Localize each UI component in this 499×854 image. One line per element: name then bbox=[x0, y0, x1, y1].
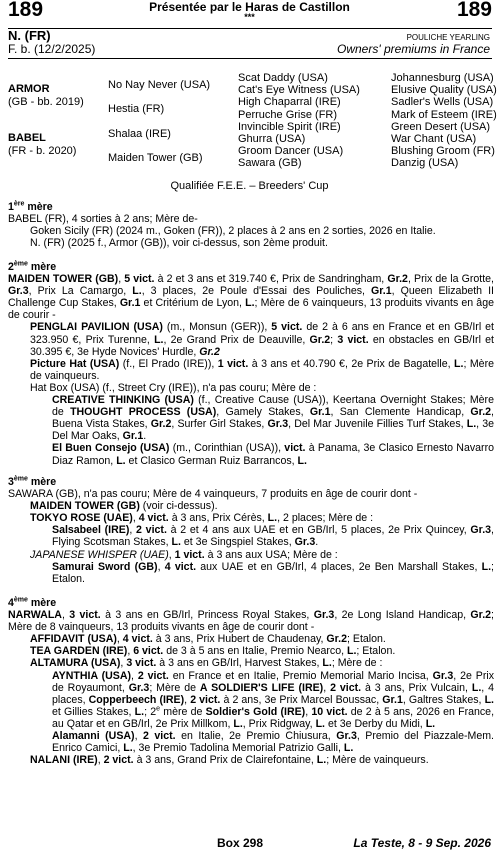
gen4-2: Elusive Quality (USA) bbox=[391, 84, 497, 96]
dam2-creative: CREATIVE THINKING (USA) (f., Creative Cause (USA)), Keertana Overnight Stakes; Mère de THOUGHT PROCESS (USA), Gamely Stakes, Gr.1, San Clemente Handicap, Gr.2, Buena Vista Stakes, Gr.2, Surfer Girl Stakes, Gr.3, Del Mar Juvenile Fillies Turf Stakes, L., 3e Del Mar Oaks, Gr.1. bbox=[52, 394, 495, 443]
gen3-3: High Chaparral (IRE) bbox=[238, 96, 341, 108]
dam1-line-1: BABEL (FR), 4 sorties à 2 ans; Mère de- bbox=[8, 213, 198, 226]
lot-number-left: 189 bbox=[8, 0, 44, 21]
gen3-4: Perruche Grise (FR) bbox=[238, 109, 338, 121]
dam2-section bbox=[8, 261, 494, 467]
dam-info: (FR - b. 2020) bbox=[8, 145, 77, 157]
gen4-5: Green Desert (USA) bbox=[391, 121, 491, 133]
dam3-heading: 3ème mère bbox=[8, 475, 57, 488]
horse-name: N. (FR) bbox=[8, 28, 51, 43]
dam3-japanese: JAPANESE WHISPER (UAE), 1 vict. à 3 ans aux USA; Mère de : bbox=[30, 548, 338, 561]
dam3-section bbox=[8, 476, 494, 585]
gen4-1: Johannesburg (USA) bbox=[391, 72, 494, 84]
dam1-heading: 1ère mère bbox=[8, 200, 53, 213]
gen3-8: Sawara (GB) bbox=[238, 157, 302, 169]
box-number: Box 298 bbox=[217, 836, 264, 850]
lot-number-right: 189 bbox=[456, 0, 492, 21]
dam2-heading: 2ème mère bbox=[8, 260, 57, 273]
gen4-8: Danzig (USA) bbox=[391, 157, 459, 169]
dam3-tokyo: TOKYO ROSE (UAE), 4 vict. à 3 ans, Prix Cérès, L., 2 places; Mère de : bbox=[30, 512, 374, 525]
dam3-intro: SAWARA (GB), n'a pas couru; Mère de 4 vainqueurs, 7 produits en âge de courir dont - bbox=[8, 488, 418, 501]
dam2-penglai: PENGLAI PAVILION (USA) (m., Monsun (GER)), 5 vict. de 2 à 6 ans en France et en GB/Irl et 323.950 €, Prix Turenne, L., 2e Grand Prix de Deauville, Gr.2; 3 vict. en obstacles en GB/Irl et 30.395 €, 3e Hyde Novices' Hurdle, Gr.2 bbox=[30, 321, 494, 358]
dam4-section bbox=[8, 597, 494, 766]
gen4-3: Sadler's Wells (USA) bbox=[391, 96, 494, 108]
dam4-alamanni: Alamanni (USA), 2 vict. en Italie, 2e Premio Chiusura, Gr.3, Premio del Piazzale-Mem. Enrico Camici, L., 3e Premio Tadolina Memorial Patrizio Galli, L. bbox=[52, 730, 494, 755]
dam2-picture-hat: Picture Hat (USA) (f., El Prado (IRE)), 1 vict. à 3 ans et 40.790 €, 2e Prix de Bagatelle, L.; Mère de vainqueurs. bbox=[30, 357, 494, 382]
gen2-2: Hestia (FR) bbox=[108, 103, 165, 115]
gen3-5: Invincible Spirit (IRE) bbox=[238, 121, 341, 133]
dam2-hat-box: Hat Box (USA) (f., Street Cry (IRE)), n'a pas couru; Mère de : bbox=[30, 381, 317, 394]
horse-category: POULICHE YEARLING bbox=[406, 33, 490, 42]
header-stars: *** bbox=[244, 12, 255, 22]
dam4-aynthia: AYNTHIA (USA), 2 vict. en France et en Italie, Premio Memorial Mario Incisa, Gr.3, 2e Prix de Royaumont, Gr.3; Mère de A SOLDIER'S LIFE (IRE), 2 vict. à 3 ans, Prix Vulcain, L., 4 places, Copperbeech (IRE), 2 vict. à 2 ans, 3e Prix Marcel Boussac, Gr.1, Galtres Stakes, L. et Gillies Stakes, L.; 2e mère de Soldier's Gold (IRE), 10 vict. de 2 à 5 ans, 2026 en France, au Qatar et en GB/Irl, 2e Prix Millkom, L., Prix Ridgway, L. et 3e Derby du Midi, L. bbox=[52, 669, 495, 730]
dam4-narwala: NARWALA, 3 vict. à 3 ans en GB/Irl, Princess Royal Stakes, Gr.3, 2e Long Island Handicap, Gr.2; Mère de 8 vainqueurs, 13 produits vivants en âge de courir dont - bbox=[8, 609, 494, 634]
gen2-3: Shalaa (IRE) bbox=[108, 128, 171, 140]
gen4-6: War Chant (USA) bbox=[391, 133, 477, 145]
gen2-1: No Nay Never (USA) bbox=[108, 79, 211, 91]
sire-info: (GB - bb. 2019) bbox=[8, 96, 84, 108]
gen3-6: Ghurra (USA) bbox=[238, 133, 306, 145]
dam4-affidavit: AFFIDAVIT (USA), 4 vict. à 3 ans, Prix Hubert de Chaudenay, Gr.2; Etalon. bbox=[30, 633, 386, 646]
dam1-section bbox=[8, 201, 494, 249]
owners-premiums: Owners' premiums in France bbox=[337, 42, 490, 56]
dam4-nalani: NALANI (IRE), 2 vict. à 3 ans, Grand Prix de Clairefontaine, L.; Mère de vainqueurs. bbox=[30, 754, 429, 767]
pedigree-sire bbox=[8, 84, 84, 107]
dam2-buen-consejo: El Buen Consejo (USA) (m., Corinthian (USA)), vict. à Panama, 3e Clasico Ernesto Navarro Diaz Ramon, L. et Clasico German Ruiz Barrancos, L. bbox=[52, 442, 494, 467]
dam1-line-3: N. (FR) (2025 f., Armor (GB)), voir ci-dessus, son 2ème produit. bbox=[30, 237, 328, 250]
dam4-heading: 4ème mère bbox=[8, 596, 57, 609]
gen4-7: Blushing Groom (FR) bbox=[391, 145, 495, 157]
dam4-tea-garden: TEA GARDEN (IRE), 6 vict. de 3 à 5 ans en Italie, Premio Nearco, L.; Etalon. bbox=[30, 645, 396, 658]
consignor-title bbox=[0, 2, 499, 22]
gen4-4: Mark of Esteem (IRE) bbox=[391, 109, 497, 121]
dam3-maiden: MAIDEN TOWER (GB) (voir ci-dessus). bbox=[30, 500, 218, 513]
pedigree-dam bbox=[8, 133, 76, 156]
qualification: Qualifiée F.E.E. – Breeders' Cup bbox=[170, 180, 329, 192]
gen2-4: Maiden Tower (GB) bbox=[108, 152, 203, 164]
dam4-altamura: ALTAMURA (USA), 3 vict. à 3 ans en GB/Irl, Harvest Stakes, L.; Mère de : bbox=[30, 657, 383, 670]
dam2-main-entry: MAIDEN TOWER (GB), 5 vict. à 2 et 3 ans et 319.740 €, Prix de Sandringham, Gr.2, Prix de la Grotte, Gr.3, Prix La Camargo, L., 3 places, 2e Poule d'Essai des Pouliches, Gr.1, Queen Elizabeth II Challenge Cup Stakes, Gr.1 et Critérium de Lyon, L.; Mère de 6 vainqueurs, 13 produits vivants en âge de courir - bbox=[8, 273, 494, 322]
gen3-7: Groom Dancer (USA) bbox=[238, 145, 344, 157]
pedigree-rule bbox=[8, 58, 492, 59]
sale-venue-date: La Teste, 8 - 9 Sep. 2026 bbox=[353, 836, 491, 850]
header-rule bbox=[8, 28, 492, 29]
dam1-line-2: Goken Sicily (FR) (2024 m., Goken (FR)), 2 places à 2 ans en 2 sorties, 2026 en Italie. bbox=[30, 225, 436, 238]
sire-name: ARMOR bbox=[8, 83, 50, 95]
dam-name: BABEL bbox=[8, 132, 46, 144]
gen3-2: Cat's Eye Witness (USA) bbox=[238, 84, 360, 96]
gen3-1: Scat Daddy (USA) bbox=[238, 72, 328, 84]
horse-birth: F. b. (12/2/2025) bbox=[8, 42, 96, 56]
dam3-samurai: Samurai Sword (GB), 4 vict. aux UAE et en GB/Irl, 4 places, 2e Ben Marshall Stakes, L.; Etalon. bbox=[52, 560, 494, 585]
dam3-salsabeel: Salsabeel (IRE), 2 vict. à 2 et 4 ans aux UAE et en GB/Irl, 5 places, 2e Prix Quincey, Gr.3, Flying Scotsman Stakes, L. et 3e Singspiel Stakes, Gr.3. bbox=[52, 524, 494, 549]
consignor-name: Présentée par le Haras de Castillon bbox=[149, 0, 350, 14]
